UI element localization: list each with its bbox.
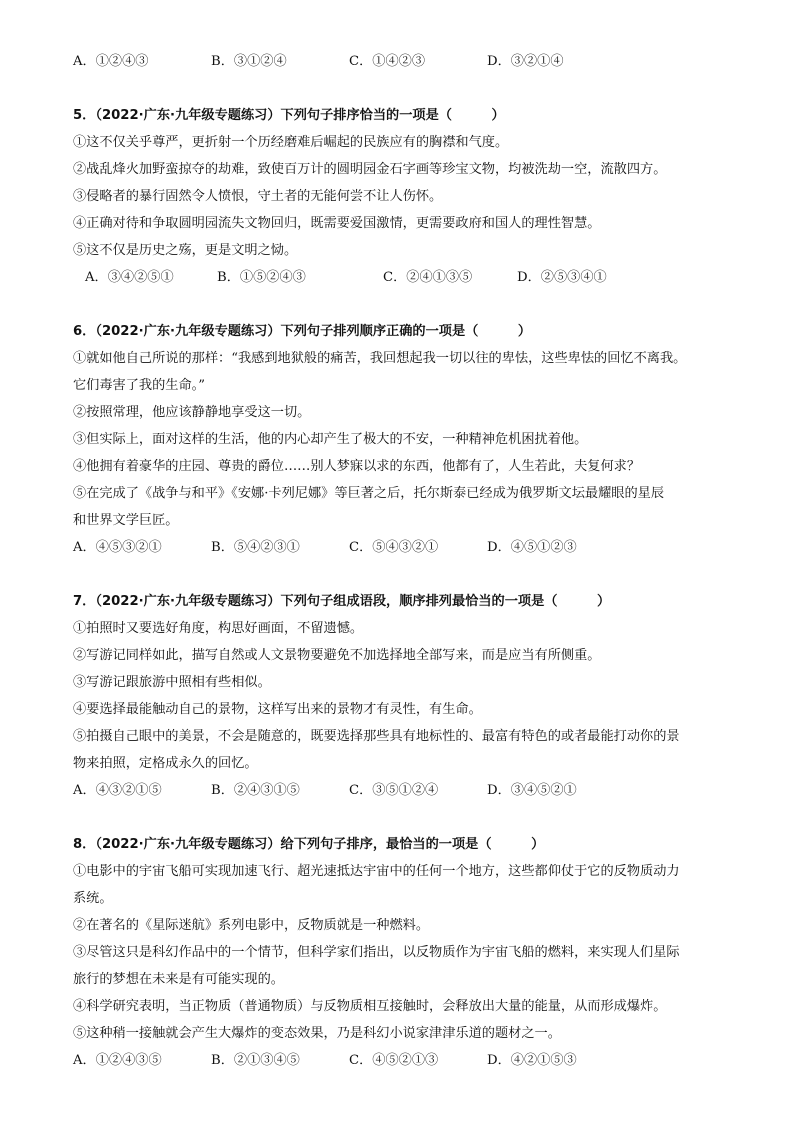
option-b: B．①⑤②④③ bbox=[217, 270, 306, 285]
option-c: C．③⑤①②④ bbox=[349, 783, 439, 798]
option-a: A．④③②①⑤ bbox=[73, 783, 162, 798]
sentence: ④科学研究表明，当正物质（普通物质）与反物质相互接触时，会释放出大量的能量，从而形成爆炸。 bbox=[73, 999, 667, 1014]
sentence: ①就如他自己所说的那样：“我感到地狱般的痛苦，我回想起我一切以往的卑怯，这些卑怯的回忆不离我。 bbox=[73, 351, 687, 366]
question-8 bbox=[73, 831, 723, 1074]
answer-options bbox=[73, 777, 723, 804]
answer-options bbox=[73, 1047, 723, 1074]
option-d: D．②⑤③④① bbox=[517, 270, 607, 285]
question-title: 5．（2022·广东·九年级专题练习）下列句子排序恰当的一项是（ ） bbox=[73, 108, 505, 123]
option-b: B．③①②④ bbox=[211, 54, 287, 69]
option-d: D．④②①⑤③ bbox=[487, 1053, 577, 1068]
question-7 bbox=[73, 588, 723, 804]
answer-options bbox=[73, 534, 723, 561]
sentence: ④他拥有着豪华的庄园、尊贵的爵位……别人梦寐以求的东西，他都有了，人生若此，夫复何求？ bbox=[73, 459, 641, 474]
sentence: ①这不仅关乎尊严，更折射一个历经磨难后崛起的民族应有的胸襟和气度。 bbox=[73, 135, 509, 150]
sentence: ②战乱烽火加野蛮掠夺的劫难，致使百万计的圆明园金石字画等珍宝文物，均被洗劫一空，流散四方。 bbox=[73, 162, 667, 177]
option-b: B．②①③④⑤ bbox=[211, 1053, 300, 1068]
sentence: 旅行的梦想在未来是有可能实现的。 bbox=[73, 972, 284, 987]
option-c: C．①④②③ bbox=[349, 54, 426, 69]
question-title: 6．（2022·广东·九年级专题练习）下列句子排列顺序正确的一项是（ ） bbox=[73, 324, 532, 339]
sentence: ⑤在完成了《战争与和平》《安娜·卡列尼娜》等巨著之后，托尔斯泰已经成为俄罗斯文坛最耀眼的星辰 bbox=[73, 486, 665, 501]
answer-options bbox=[73, 264, 723, 291]
option-c: C．②④①③⑤ bbox=[383, 270, 473, 285]
sentence: ③侵略者的暴行固然令人愤恨，守土者的无能何尝不让人伤怀。 bbox=[73, 189, 443, 204]
sentence: ③写游记跟旅游中照相有些相似。 bbox=[73, 675, 271, 690]
sentence: ②写游记同样如此，描写自然或人文景物要避免不加选择地全部写来，而是应当有所侧重。 bbox=[73, 648, 601, 663]
sentence: ⑤拍摄自己眼中的美景，不会是随意的，既要选择那些具有地标性的、最富有特色的或者最能打动你的景 bbox=[73, 729, 680, 744]
sentence: ②在著名的《星际迷航》系列电影中，反物质就是一种燃料。 bbox=[73, 918, 430, 933]
option-a: A．④⑤③②① bbox=[73, 540, 162, 555]
sentence: ③尽管这只是科幻作品中的一个情节，但科学家们指出，以反物质作为宇宙飞船的燃料，来实现人们星际 bbox=[73, 945, 680, 960]
sentence: ⑤这不仅是历史之殇，更是文明之恸。 bbox=[73, 243, 298, 258]
option-a: A．①②④③ bbox=[73, 54, 149, 69]
sentence: 和世界文学巨匠。 bbox=[73, 513, 179, 528]
sentence: ②按照常理，他应该静静地享受这一切。 bbox=[73, 405, 311, 420]
question-5 bbox=[73, 102, 723, 291]
sentence: 它们毒害了我的生命。” bbox=[73, 378, 206, 393]
option-a: A．③④②⑤① bbox=[85, 270, 174, 285]
sentence: ④正确对待和争取圆明园流失文物回归，既需要爱国激情，更需要政府和国人的理性智慧。 bbox=[73, 216, 601, 231]
question-6 bbox=[73, 318, 723, 561]
sentence: 物来拍照，定格成永久的回忆。 bbox=[73, 756, 258, 771]
content bbox=[73, 48, 723, 1074]
sentence: ①拍照时又要选好角度，构思好画面，不留遗憾。 bbox=[73, 621, 364, 636]
sentence: ④要选择最能触动自己的景物，这样写出来的景物才有灵性，有生命。 bbox=[73, 702, 482, 717]
option-c: C．⑤④③②① bbox=[349, 540, 439, 555]
sentence: ①电影中的宇宙飞船可实现加速飞行、超光速抵达宇宙中的任何一个地方，这些都仰仗于它的反物质动力 bbox=[73, 864, 680, 879]
option-d: D．④⑤①②③ bbox=[487, 540, 577, 555]
sentence: 系统。 bbox=[73, 891, 113, 906]
option-d: D．③④⑤②① bbox=[487, 783, 577, 798]
option-b: B．⑤④②③① bbox=[211, 540, 300, 555]
sentence: ③但实际上，面对这样的生活，他的内心却产生了极大的不安，一种精神危机困扰着他。 bbox=[73, 432, 588, 447]
option-c: C．④⑤②①③ bbox=[349, 1053, 439, 1068]
question-title: 7．（2022·广东·九年级专题练习）下列句子组成语段，顺序排列最恰当的一项是（ ） bbox=[73, 594, 611, 609]
option-a: A．①②④③⑤ bbox=[73, 1053, 162, 1068]
top-options bbox=[73, 48, 723, 75]
sentence: ⑤这种稍一接触就会产生大爆炸的变态效果，乃是科幻小说家津津乐道的题材之一。 bbox=[73, 1026, 561, 1041]
option-d: D．③②①④ bbox=[487, 54, 564, 69]
question-title: 8．（2022·广东·九年级专题练习）给下列句子排序，最恰当的一项是（ ） bbox=[73, 837, 545, 852]
option-b: B．②④③①⑤ bbox=[211, 783, 300, 798]
